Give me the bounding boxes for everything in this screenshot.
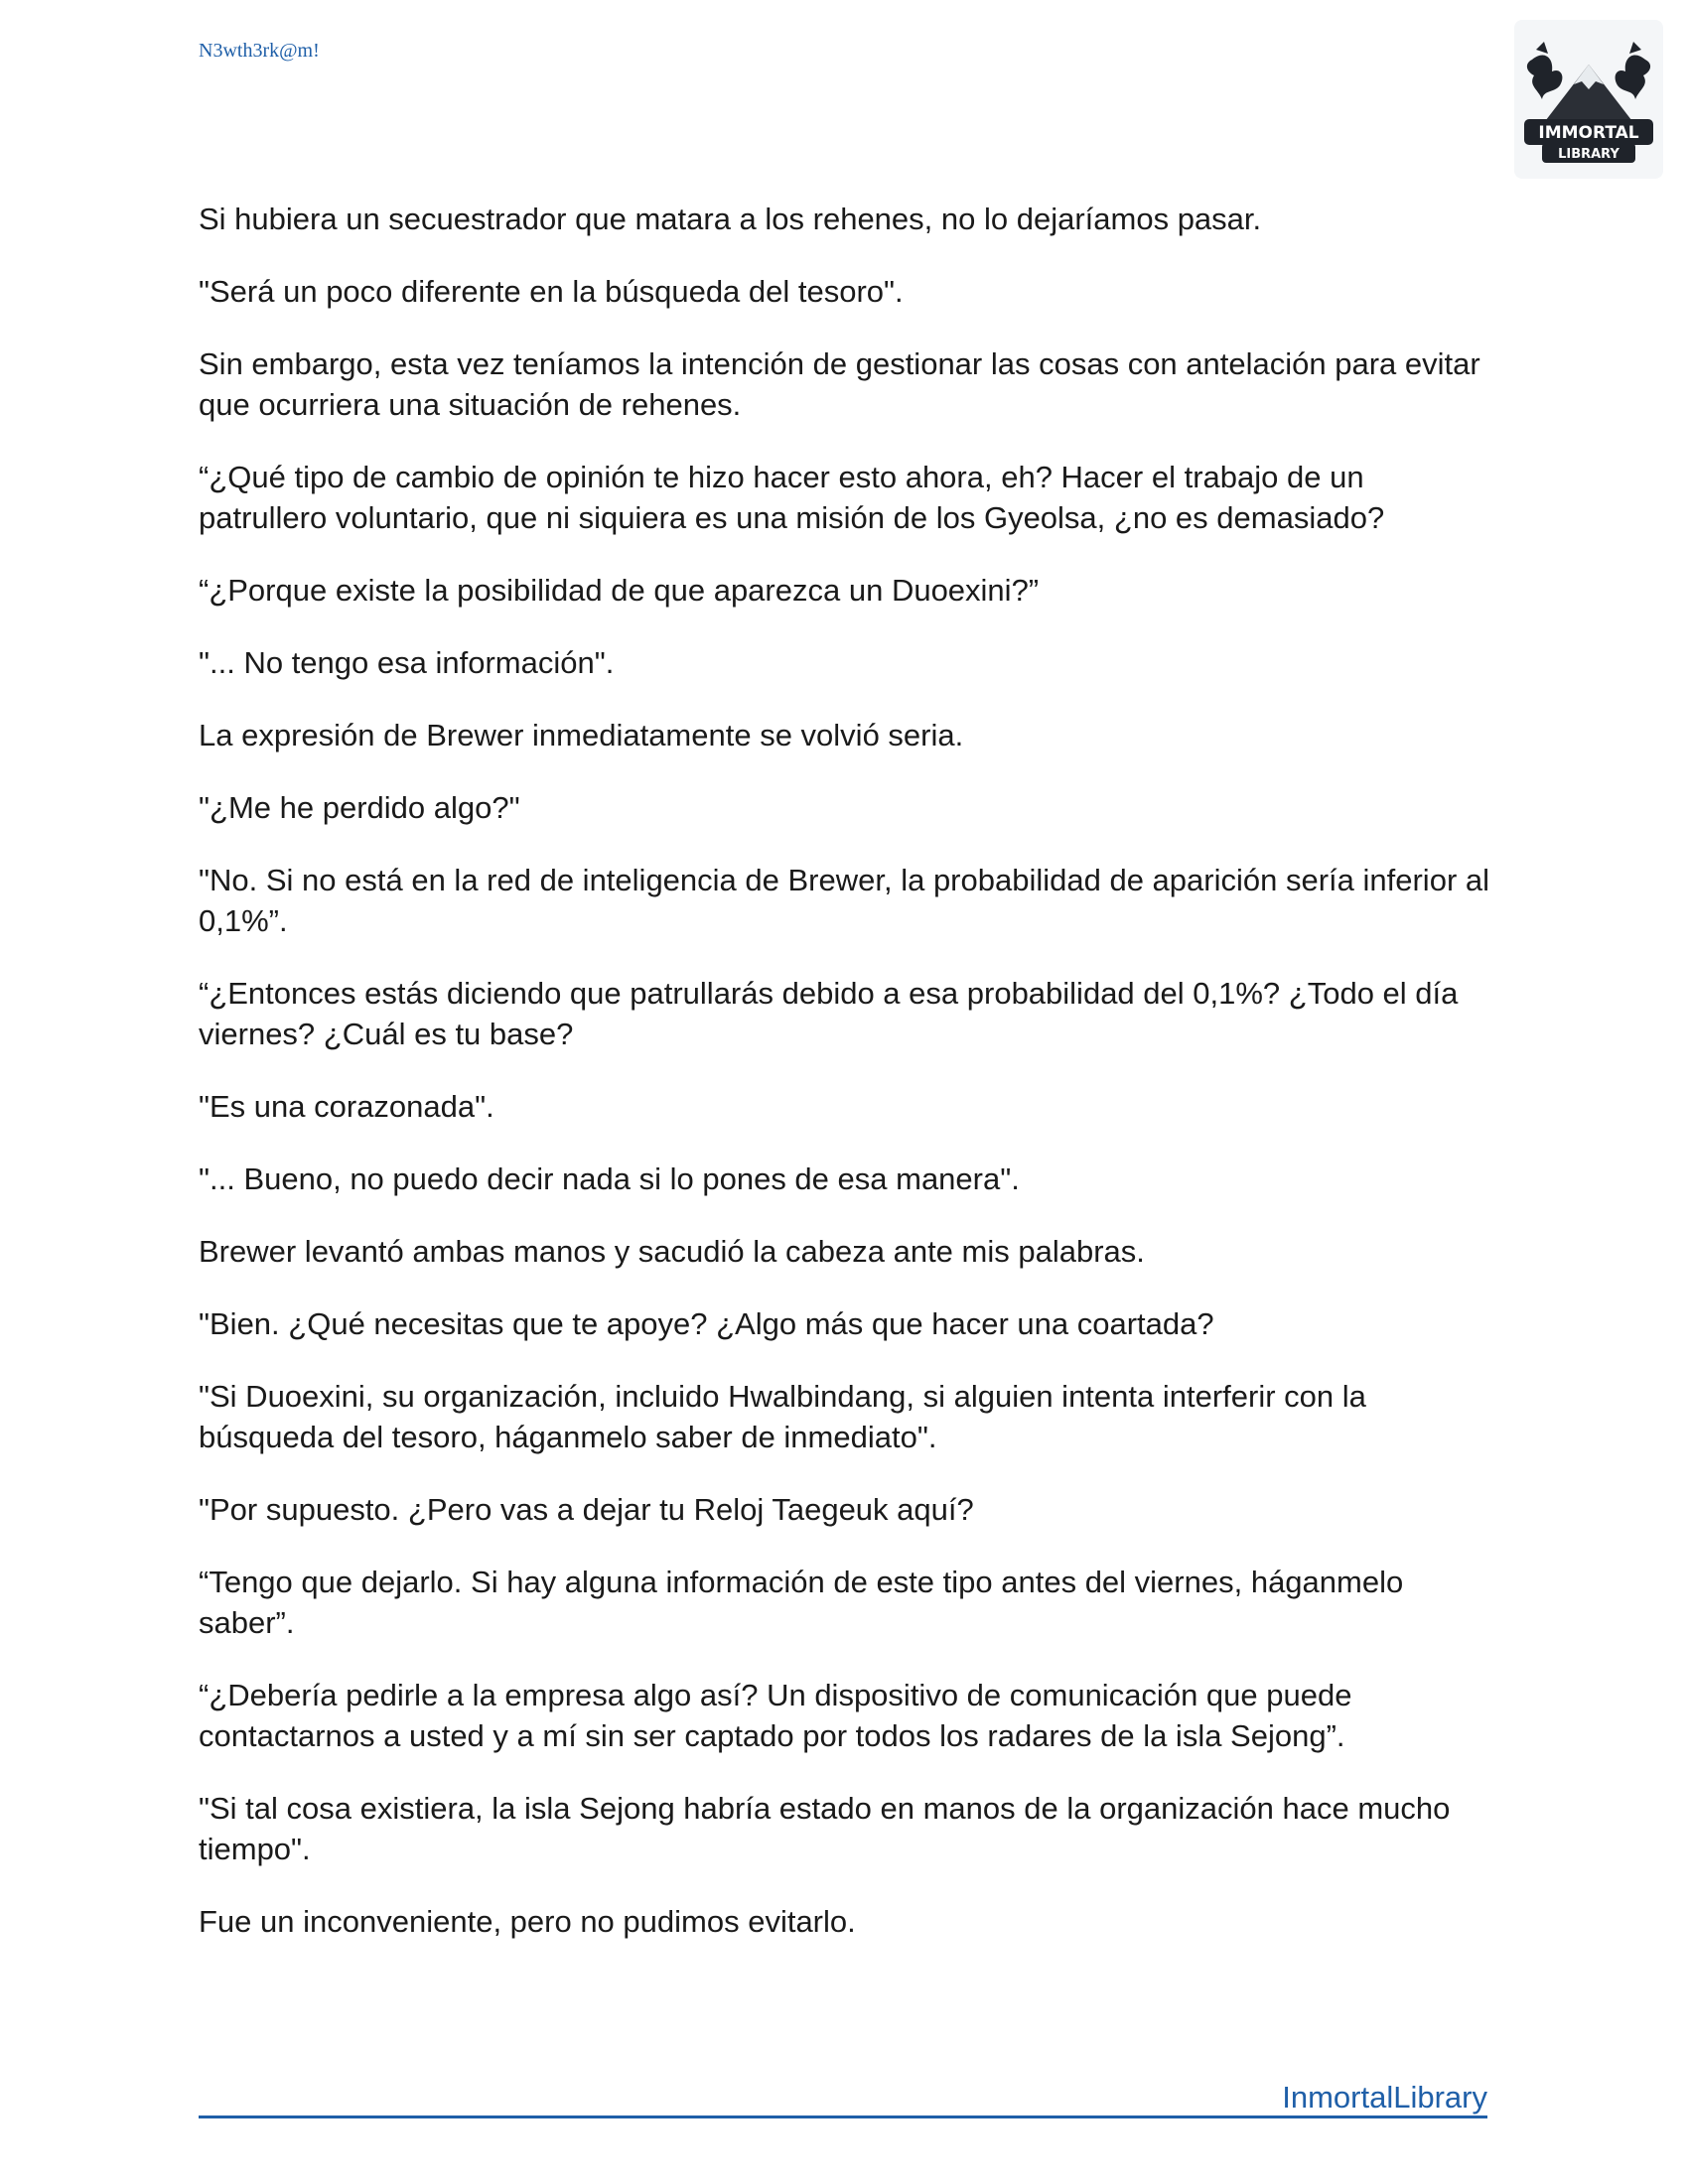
paragraph: Fue un inconveniente, pero no pudimos evitarlo. [199, 1904, 856, 1939]
paragraph: "Es una corazonada". [199, 1089, 494, 1124]
paragraph: "Si tal cosa existiera, la isla Sejong habría estado en manos de la organización hace mucho tiempo". [199, 1791, 1451, 1866]
immortal-library-logo [1514, 20, 1663, 179]
paragraph: “¿Porque existe la posibilidad de que aparezca un Duoexini?” [199, 573, 1040, 608]
paragraph: La expresión de Brewer inmediatamente se volvió seria. [199, 718, 964, 752]
paragraph: "Será un poco diferente en la búsqueda del tesoro". [199, 274, 904, 309]
paragraph: "... No tengo esa información". [199, 645, 615, 680]
paragraph: “¿Entonces estás diciendo que patrullarás debido a esa probabilidad del 0,1%? ¿Todo el día viernes? ¿Cuál es tu base? [199, 976, 1459, 1051]
footer-divider [199, 2116, 1487, 2118]
document-body [199, 199, 1494, 1974]
paragraph: "No. Si no está en la red de inteligencia de Brewer, la probabilidad de aparición sería inferior al 0,1%”. [199, 863, 1490, 938]
paragraph: "... Bueno, no puedo decir nada si lo pones de esa manera". [199, 1161, 1020, 1196]
logo-text-bottom: LIBRARY [1558, 147, 1619, 162]
paragraph: Brewer levantó ambas manos y sacudió la cabeza ante mis palabras. [199, 1234, 1145, 1269]
paragraph: "Por supuesto. ¿Pero vas a dejar tu Reloj Taegeuk aquí? [199, 1492, 974, 1527]
header-watermark-text: N3wth3rk@m! [199, 40, 320, 62]
paragraph: Si hubiera un secuestrador que matara a los rehenes, no lo dejaríamos pasar. [199, 202, 1262, 236]
paragraph: “Tengo que dejarlo. Si hay alguna información de este tipo antes del viernes, háganmelo saber”. [199, 1565, 1404, 1640]
paragraph: “¿Debería pedirle a la empresa algo así? Un dispositivo de comunicación que puede contactarnos a usted y a mí sin ser captado por todos los radares de la isla Sejong”. [199, 1678, 1352, 1753]
paragraph: “¿Qué tipo de cambio de opinión te hizo hacer esto ahora, eh? Hacer el trabajo de un patrullero voluntario, que ni siquiera es una misión de los Gyeolsa, ¿no es demasiado? [199, 460, 1385, 535]
logo-text-top: IMMORTAL [1538, 123, 1639, 143]
paragraph: "Bien. ¿Qué necesitas que te apoye? ¿Algo más que hacer una coartada? [199, 1306, 1214, 1341]
paragraph: "¿Me he perdido algo?" [199, 790, 520, 825]
dragon-mountain-emblem-icon [1514, 20, 1663, 179]
footer-link[interactable]: InmortalLibrary [1282, 2080, 1487, 2115]
paragraph: "Si Duoexini, su organización, incluido Hwalbindang, si alguien intenta interferir con la búsqueda del tesoro, háganmelo saber de inmediato". [199, 1379, 1366, 1454]
paragraph: Sin embargo, esta vez teníamos la intención de gestionar las cosas con antelación para evitar que ocurriera una situación de rehenes. [199, 346, 1480, 422]
